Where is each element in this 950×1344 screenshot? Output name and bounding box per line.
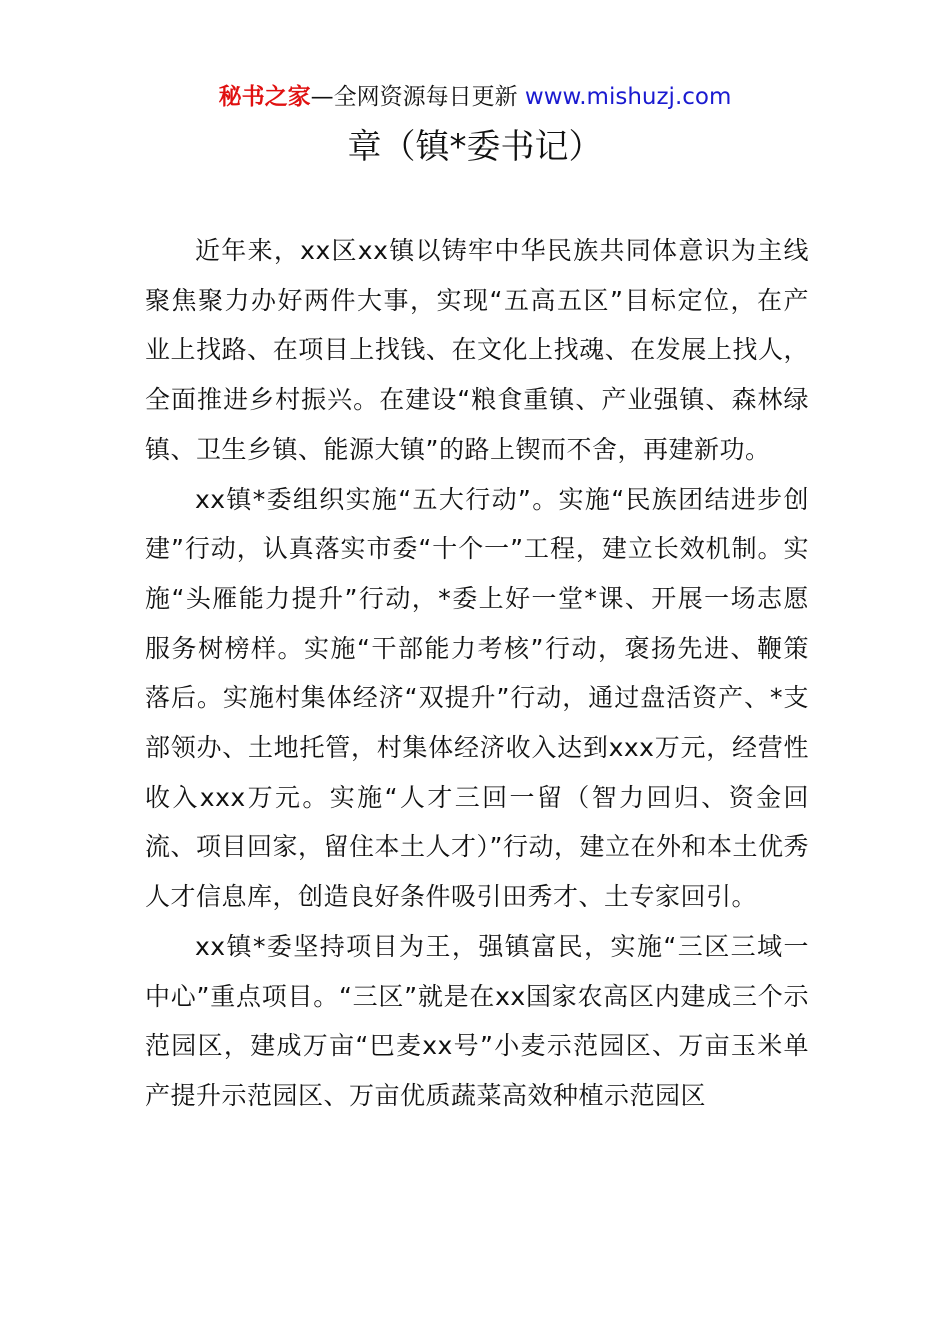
paragraph-2: xx镇*委组织实施“五大行动”。实施“民族团结进步创建”行动，认真落实市委“十个一”工程，建立长效机制。实施“头雁能力提升”行动，*委上好一堂*课、开展一场志愿服务树榜样。实施“干部能力考核”行动，褒扬先进、鞭策落后。实施村集体经济“双提升”行动，通过盘活资产、*支部领办、土地托管，村集体经济收入达到xxx万元，经营性收入xxx万元。实施“人才三回一留（智力回归、资金回流、项目回家，留住本土人才）”行动，建立在外和本土优秀人才信息库，创造良好条件吸引田秀才、土专家回引。: [145, 484, 809, 912]
header-tagline: —全网资源每日更新: [310, 84, 525, 110]
paragraph-3: xx镇*委坚持项目为王，强镇富民，实施“三区三域一中心”重点项目。“三区”就是在xx国家农高区内建成三个示范园区，建成万亩“巴麦xx号”小麦示范园区、万亩玉米单产提升示范园区、万亩优质蔬菜高效种植示范园区: [145, 931, 809, 1110]
paragraph-1: 近年来，xx区xx镇以铸牢中华民族共同体意识为主线聚焦聚力办好两件大事，实现“五高五区”目标定位，在产业上找路、在项目上找钱、在文化上找魂、在发展上找人，全面推进乡村振兴。在建设“粮食重镇、产业强镇、森林绿镇、卫生乡镇、能源大镇”的路上锲而不舍，再建新功。: [145, 236, 809, 464]
site-header: [0, 82, 950, 112]
document-title: 章（镇*委书记）: [347, 127, 603, 167]
brand-name: 秘书之家: [218, 84, 311, 110]
site-url[interactable]: www.mishuzj.com: [524, 84, 732, 110]
document-body: [145, 226, 809, 1121]
